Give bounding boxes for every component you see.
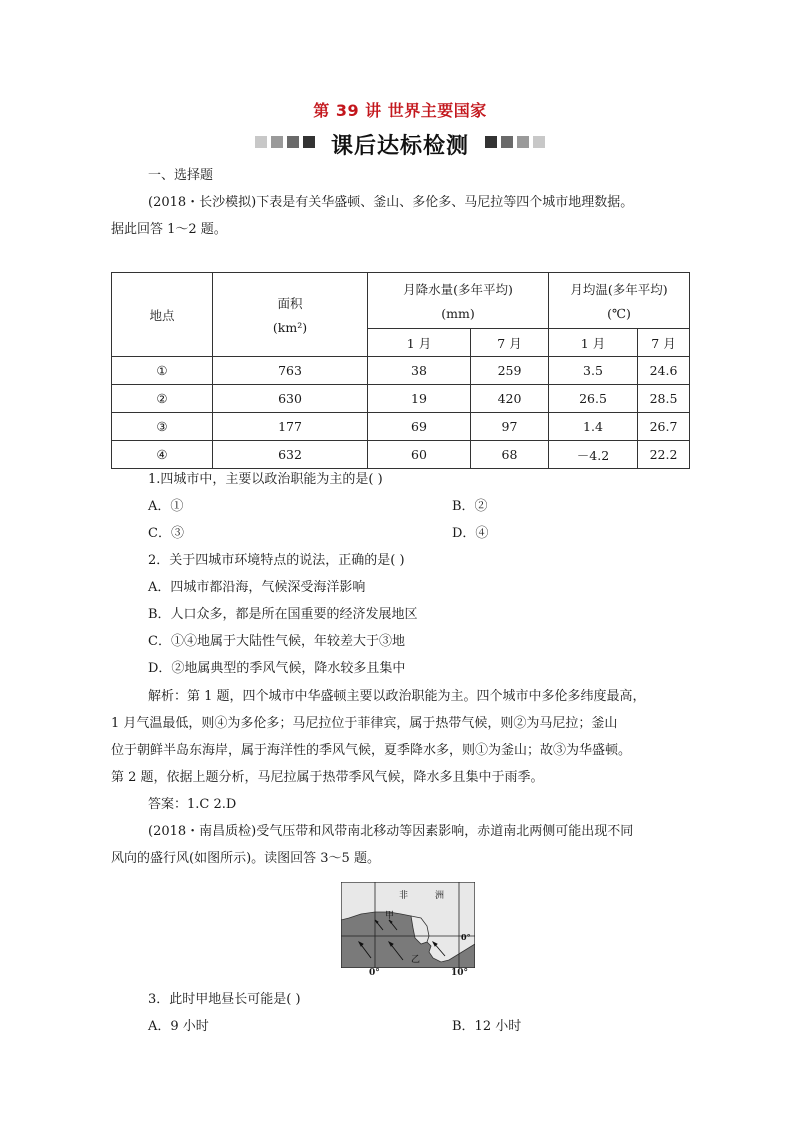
cell: 632 [213, 441, 368, 469]
banner-square [255, 136, 267, 148]
header-rain-jul: 7 月 [471, 329, 549, 357]
intro-line-2: 据此回答 1～2 题。 [111, 222, 227, 237]
cell: ③ [112, 413, 213, 441]
banner-square [303, 136, 315, 148]
cell: －4.2 [549, 441, 638, 469]
map-label-zhou: 洲 [435, 891, 445, 901]
cell: 3.5 [549, 357, 638, 385]
q1-option-c[interactable]: C．③ [148, 526, 184, 541]
cell: 259 [471, 357, 549, 385]
table-row [112, 385, 690, 413]
q2-stem: 2．关于四城市环境特点的说法，正确的是( ) [148, 553, 405, 568]
map-label-fei: 非 [399, 891, 409, 901]
header-rain [368, 273, 549, 329]
page-title: 第 39 讲 世界主要国家 [313, 101, 487, 120]
analysis-line-3: 位于朝鲜半岛东海岸，属于海洋性的季风气候，夏季降水多，则①为釜山；故③为华盛顿。 [111, 743, 632, 758]
section-heading: 一、选择题 [148, 168, 214, 183]
cell: 22.2 [638, 441, 690, 469]
analysis-line-2: 1 月气温最低，则④为多伦多；马尼拉位于菲律宾，属于热带气候，则②为马尼拉；釜山 [111, 716, 618, 731]
q1-option-a[interactable]: A．① [148, 499, 184, 514]
intro2-line-2: 风向的盛行风(如图所示)。读图回答 3～5 题。 [111, 851, 380, 866]
header-temp [549, 273, 690, 329]
cell: 26.5 [549, 385, 638, 413]
header-rain-jan: 1 月 [368, 329, 471, 357]
analysis-line-1: 解析：第 1 题，四个城市中华盛顿主要以政治职能为主。四个城市中多伦多纬度最高， [148, 689, 646, 704]
map-label-yi: 乙 [411, 955, 421, 965]
cell: 26.7 [638, 413, 690, 441]
cell: 19 [368, 385, 471, 413]
analysis-line-4: 第 2 题，依据上题分析，马尼拉属于热带季风气候，降水多且集中于雨季。 [111, 770, 544, 785]
header-temp-jul: 7 月 [638, 329, 690, 357]
cell: 1.4 [549, 413, 638, 441]
cell: 97 [471, 413, 549, 441]
q2-option-b[interactable]: B．人口众多，都是所在国重要的经济发展地区 [148, 607, 418, 622]
header-temp-label: 月均温(多年平均) [570, 282, 668, 297]
header-temp-unit: (℃) [607, 306, 631, 321]
q2-option-c[interactable]: C．①④地属于大陆性气候，年较差大于③地 [148, 634, 405, 649]
intro2-line-1: (2018・南昌质检)受气压带和风带南北移动等因素影响，赤道南北两侧可能出现不同 [148, 824, 634, 839]
q1-option-d[interactable]: D．④ [452, 526, 489, 541]
q2-option-d[interactable]: D．②地属典型的季风气候，降水较多且集中 [148, 661, 406, 676]
banner-title: 课后达标检测 [330, 133, 469, 159]
answer-line: 答案：1.C 2.D [148, 797, 237, 812]
table-row [112, 413, 690, 441]
intro-line-1: (2018・长沙模拟)下表是有关华盛顿、釜山、多伦多、马尼拉等四个城市地理数据。 [148, 195, 634, 210]
q1-option-b[interactable]: B．② [452, 499, 488, 514]
cell: 177 [213, 413, 368, 441]
section-banner [0, 128, 800, 160]
cell: ① [112, 357, 213, 385]
header-rain-label: 月降水量(多年平均) [403, 282, 513, 297]
header-area [213, 273, 368, 357]
q3-option-b[interactable]: B．12 小时 [452, 1019, 522, 1034]
map-bottom-lon10: 10° [451, 968, 469, 978]
banner-square [517, 136, 529, 148]
banner-square [287, 136, 299, 148]
city-data-table [111, 272, 690, 469]
q3-option-a[interactable]: A．9 小时 [148, 1019, 209, 1034]
map-label-jia: 甲 [385, 911, 395, 921]
header-rain-unit: (mm) [441, 306, 475, 321]
banner-square [485, 136, 497, 148]
header-place [112, 273, 213, 357]
cell: 763 [213, 357, 368, 385]
cell: ④ [112, 441, 213, 469]
header-area-label: 面积 [277, 296, 303, 311]
cell: 60 [368, 441, 471, 469]
banner-left-squares [253, 136, 317, 152]
cell: 28.5 [638, 385, 690, 413]
cell: 630 [213, 385, 368, 413]
header-temp-jan: 1 月 [549, 329, 638, 357]
banner-square [501, 136, 513, 148]
cell: 38 [368, 357, 471, 385]
map-bottom-lon0: 0° [369, 968, 380, 978]
banner-square [533, 136, 545, 148]
wind-map-figure [341, 882, 475, 968]
q3-stem: 3．此时甲地昼长可能是( ) [148, 992, 301, 1007]
banner-right-squares [483, 136, 547, 152]
header-place-label: 地点 [149, 307, 175, 323]
cell: 24.6 [638, 357, 690, 385]
banner-square [271, 136, 283, 148]
table-row [112, 357, 690, 385]
q1-stem: 1.四城市中，主要以政治职能为主的是( ) [148, 472, 383, 487]
cell: 69 [368, 413, 471, 441]
cell: 420 [471, 385, 549, 413]
q2-option-a[interactable]: A．四城市都沿海，气候深受海洋影响 [148, 580, 366, 595]
header-area-unit: (km²) [272, 320, 308, 335]
map-label-equator: 0° [461, 932, 471, 942]
table-row [112, 441, 690, 469]
cell: 68 [471, 441, 549, 469]
cell: ② [112, 385, 213, 413]
